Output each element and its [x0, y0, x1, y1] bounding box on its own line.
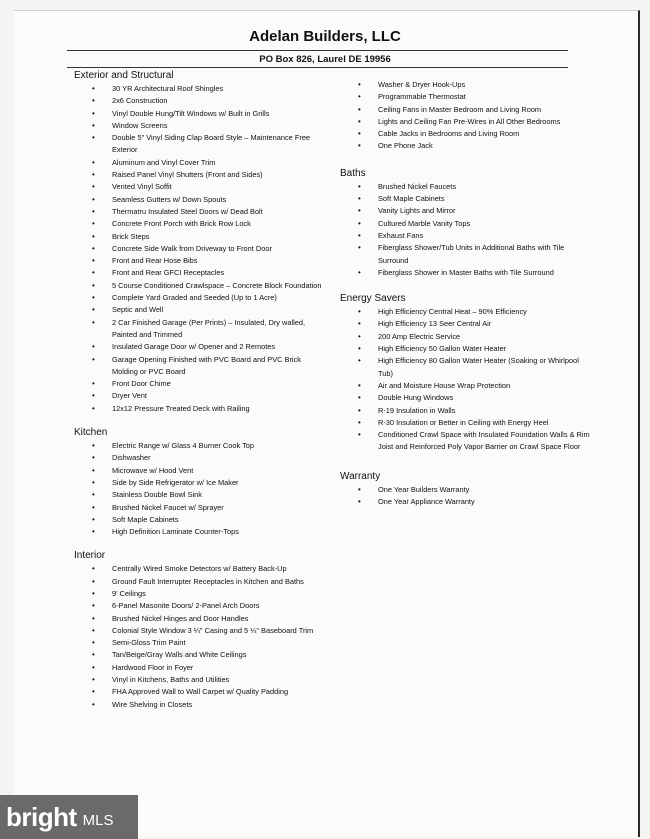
list-item: • Septic and Well	[74, 304, 324, 316]
list-item: • 5 Course Conditioned Crawlspace – Concrete Block Foundation	[74, 280, 324, 292]
list-item: • Tan/Beige/Gray Walls and White Ceilings	[74, 649, 324, 661]
list-item: • High Efficiency Central Heat – 90% Efficiency	[340, 306, 590, 318]
list-item: • One Year Appliance Warranty	[340, 496, 590, 508]
list-item: • R-30 Insulation or Better in Ceiling with Energy Heel	[340, 417, 590, 429]
company-title: Adelan Builders, LLC	[249, 28, 401, 45]
list-item: • Brick Steps	[74, 231, 324, 243]
list-item: • 6-Panel Masonite Doors/ 2-Panel Arch Doors	[74, 600, 324, 612]
list-item: • Vinyl Double Hung/Tilt Windows w/ Built in Grills	[74, 108, 324, 120]
list-item: • Aluminum and Vinyl Cover Trim	[74, 157, 324, 169]
list-item: • Vanity Lights and Mirror	[340, 205, 590, 217]
list-item: • Exhaust Fans	[340, 230, 590, 242]
list-item: • Stainless Double Bowl Sink	[74, 489, 324, 501]
list-item: • Semi-Gloss Trim Paint	[74, 637, 324, 649]
list-item: • Double 5" Vinyl Siding Clap Board Style – Maintenance Free Exterior	[74, 132, 324, 157]
section-warranty	[340, 470, 590, 509]
mls-watermark	[0, 795, 138, 839]
list-item: • Colonial Style Window 3 ¼" Casing and 5 ¼" Baseboard Trim	[74, 625, 324, 637]
list-item: • High Definition Laminate Counter-Tops	[74, 526, 324, 538]
address-rule	[67, 67, 568, 68]
list-item: • Front Door Chime	[74, 378, 324, 390]
list-item: • Concrete Front Porch with Brick Row Lock	[74, 218, 324, 230]
section-heading: Interior	[74, 550, 106, 562]
left-column	[74, 69, 324, 711]
section-kitchen	[74, 426, 324, 538]
feature-list	[340, 181, 590, 279]
list-item: • Dishwasher	[74, 452, 324, 464]
list-item: • Window Screens	[74, 120, 324, 132]
feature-list	[340, 484, 590, 509]
list-item: • High Efficiency 80 Gallon Water Heater (Soaking or Whirlpool Tub)	[340, 355, 590, 380]
feature-list	[74, 563, 324, 711]
section-baths	[340, 167, 590, 279]
list-item: • Conditioned Crawl Space with Insulated Foundation Walls & Rim Joist and Reinforced Poly Vapor Barrier on Crawl Space Floor	[340, 429, 590, 454]
list-item: • Concrete Side Walk from Driveway to Front Door	[74, 243, 324, 255]
list-item: • Wire Shelving in Closets	[74, 699, 324, 711]
list-item: • Programmable Thermostat	[340, 91, 590, 103]
feature-list	[74, 440, 324, 538]
feature-list	[340, 306, 590, 454]
list-item: • Front and Rear Hose Bibs	[74, 255, 324, 267]
list-item: • Front and Rear GFCI Receptacles	[74, 267, 324, 279]
section-heading: Energy Savers	[340, 293, 406, 305]
list-item: • Soft Maple Cabinets	[340, 193, 590, 205]
section-heading: Warranty	[340, 470, 381, 482]
list-item: • Centrally Wired Smoke Detectors w/ Battery Back-Up	[74, 563, 324, 575]
feature-list	[74, 83, 324, 415]
list-item: • Insulated Garage Door w/ Opener and 2 Remotes	[74, 341, 324, 353]
list-item: • 200 Amp Electric Service	[340, 331, 590, 343]
list-item: • Thermatru Insulated Steel Doors w/ Dead Bolt	[74, 206, 324, 218]
section-heading: Exterior and Structural	[74, 70, 174, 81]
list-item: • Soft Maple Cabinets	[74, 514, 324, 526]
list-item: • Double Hung Windows	[340, 392, 590, 404]
list-item: • Ceiling Fans in Master Bedroom and Living Room	[340, 104, 590, 116]
list-item: • Vinyl in Kitchens, Baths and Utilities	[74, 674, 324, 686]
list-item: • 9' Ceilings	[74, 588, 324, 600]
list-item: • Fiberglass Shower/Tub Units in Additional Baths with Tile Surround	[340, 242, 590, 267]
list-item: • High Efficiency 13 Seer Central Air	[340, 318, 590, 330]
section-energy-savers	[340, 292, 590, 454]
section-exterior-and-structural	[74, 69, 324, 415]
right-column	[340, 79, 590, 508]
list-item: • 12x12 Pressure Treated Deck with Railing	[74, 403, 324, 415]
list-item: • 2 Car Finished Garage (Per Prints) – Insulated, Dry walled, Painted and Trimmed	[74, 317, 324, 342]
list-item: • Cable Jacks in Bedrooms and Living Room	[340, 128, 590, 140]
list-item: • Dryer Vent	[74, 390, 324, 402]
feature-list	[340, 79, 590, 153]
list-item: • Fiberglass Shower in Master Baths with Tile Surround	[340, 267, 590, 279]
section-interior	[74, 549, 324, 711]
list-item: • Brushed Nickel Faucets	[340, 181, 590, 193]
list-item: • Side by Side Refrigerator w/ Ice Maker	[74, 477, 324, 489]
list-item: • Raised Panel Vinyl Shutters (Front and Sides)	[74, 169, 324, 181]
title-rule	[67, 50, 568, 51]
watermark-brand: bright	[6, 801, 77, 832]
list-item: • Air and Moisture House Wrap Protection	[340, 380, 590, 392]
list-item: • Ground Fault Interrupter Receptacles in Kitchen and Baths	[74, 576, 324, 588]
list-item: • Hardwood Floor in Foyer	[74, 662, 324, 674]
list-item: • Electric Range w/ Glass 4 Burner Cook Top	[74, 440, 324, 452]
list-item: • Vented Vinyl Soffit	[74, 181, 324, 193]
list-item: • 30 YR Architectural Roof Shingles	[74, 83, 324, 95]
list-item: • High Efficiency 50 Gallon Water Heater	[340, 343, 590, 355]
list-item: • Brushed Nickel Hinges and Door Handles	[74, 613, 324, 625]
section-heading: Kitchen	[74, 427, 108, 439]
watermark-suffix: MLS	[82, 811, 114, 829]
list-item: • Brushed Nickel Faucet w/ Sprayer	[74, 502, 324, 514]
list-item: • Lights and Ceiling Fan Pre-Wires in All Other Bedrooms	[340, 116, 590, 128]
company-address: PO Box 826, Laurel DE 19956	[259, 54, 391, 65]
list-item: • Complete Yard Graded and Seeded (Up to 1 Acre)	[74, 292, 324, 304]
list-item: • One Year Builders Warranty	[340, 484, 590, 496]
list-item: • Cultured Marble Vanity Tops	[340, 218, 590, 230]
list-item: • R-19 Insulation in Walls	[340, 405, 590, 417]
list-item: • Garage Opening Finished with PVC Board and PVC Brick Molding or PVC Board	[74, 354, 324, 379]
list-item: • Washer & Dryer Hook-Ups	[340, 79, 590, 91]
list-item: • Seamless Gutters w/ Down Spouts	[74, 194, 324, 206]
list-item: • 2x6 Construction	[74, 95, 324, 107]
list-item: • One Phone Jack	[340, 140, 590, 152]
section-heading: Baths	[340, 167, 366, 179]
list-item: • Microwave w/ Hood Vent	[74, 465, 324, 477]
section-continued	[340, 79, 590, 153]
list-item: • FHA Approved Wall to Wall Carpet w/ Quality Padding	[74, 686, 324, 698]
